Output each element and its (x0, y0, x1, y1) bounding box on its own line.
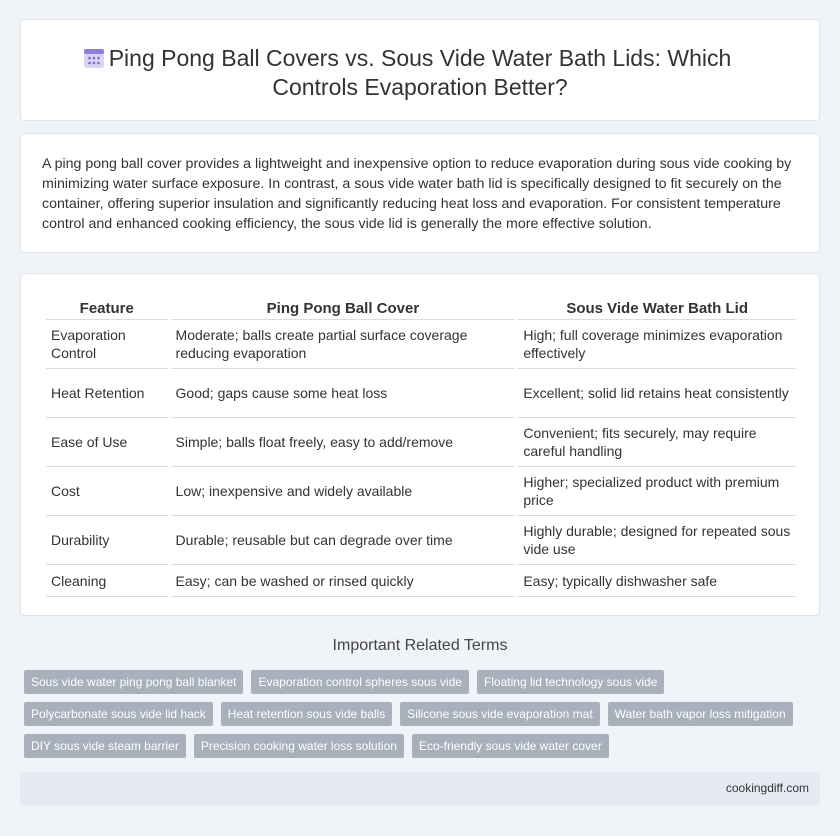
table-cell: Heat Retention (46, 369, 168, 418)
related-terms-list (24, 670, 814, 766)
table-cell: Highly durable; designed for repeated sous vide use (518, 516, 796, 565)
table-cell: Durability (46, 516, 168, 565)
comparison-card (20, 273, 820, 616)
page-title: Ping Pong Ball Covers vs. Sous Vide Water Bath Lids: Which Controls Evaporation Better? (108, 45, 732, 100)
table-cell: Evaporation Control (46, 320, 168, 369)
related-term-tag[interactable]: Heat retention sous vide balls (221, 702, 392, 726)
comparison-table (43, 296, 799, 597)
table-header-row (46, 296, 796, 320)
table-cell: Simple; balls float freely, easy to add/remove (171, 418, 516, 467)
footer (20, 772, 820, 806)
column-header-feature: Feature (46, 296, 168, 320)
table-cell: Excellent; solid lid retains heat consistently (518, 369, 796, 418)
table-row (46, 369, 796, 418)
table-cell: Cost (46, 467, 168, 516)
related-term-tag[interactable]: Precision cooking water loss solution (194, 734, 404, 758)
intro-paragraph: A ping pong ball cover provides a lightweight and inexpensive option to reduce evaporation during sous vide cooking by minimizing water surface exposure. In contrast, a sous vide water bath lid is specifically designed to fit securely on the container, offering superior insulation and significantly reducing heat loss and evaporation. For consistent temperature control and enhanced cooking efficiency, the sous vide lid is generally the more effective solution. (42, 156, 792, 232)
column-header-ping-pong: Ping Pong Ball Cover (171, 296, 516, 320)
table-cell: Convenient; fits securely, may require careful handling (518, 418, 796, 467)
column-header-lid: Sous Vide Water Bath Lid (518, 296, 796, 320)
table-cell: High; full coverage minimizes evaporation effectively (518, 320, 796, 369)
title-card (20, 19, 820, 121)
table-cell: Cleaning (46, 565, 168, 597)
table-cell: Ease of Use (46, 418, 168, 467)
related-term-tag[interactable]: Water bath vapor loss mitigation (608, 702, 793, 726)
related-term-tag[interactable]: Evaporation control spheres sous vide (251, 670, 468, 694)
table-cell: Easy; can be washed or rinsed quickly (171, 565, 516, 597)
footer-site-link[interactable]: cookingdiff.com (725, 781, 809, 795)
related-term-tag[interactable]: Floating lid technology sous vide (477, 670, 664, 694)
table-row (46, 418, 796, 467)
related-term-tag[interactable]: Sous vide water ping pong ball blanket (24, 670, 243, 694)
related-terms-heading: Important Related Terms (332, 637, 508, 654)
related-term-tag[interactable]: DIY sous vide steam barrier (24, 734, 186, 758)
table-cell: Moderate; balls create partial surface coverage reducing evaporation (171, 320, 516, 369)
table-cell: Low; inexpensive and widely available (171, 467, 516, 516)
related-term-tag[interactable]: Polycarbonate sous vide lid hack (24, 702, 213, 726)
table-cell: Easy; typically dishwasher safe (518, 565, 796, 597)
table-cell: Durable; reusable but can degrade over time (171, 516, 516, 565)
table-row (46, 516, 796, 565)
related-term-tag[interactable]: Silicone sous vide evaporation mat (400, 702, 599, 726)
table-row (46, 467, 796, 516)
intro-card (20, 133, 820, 253)
table-row (46, 565, 796, 597)
table-row (46, 320, 796, 369)
table-cell: Good; gaps cause some heat loss (171, 369, 516, 418)
related-term-tag[interactable]: Eco-friendly sous vide water cover (412, 734, 609, 758)
table-cell: Higher; specialized product with premium price (518, 467, 796, 516)
